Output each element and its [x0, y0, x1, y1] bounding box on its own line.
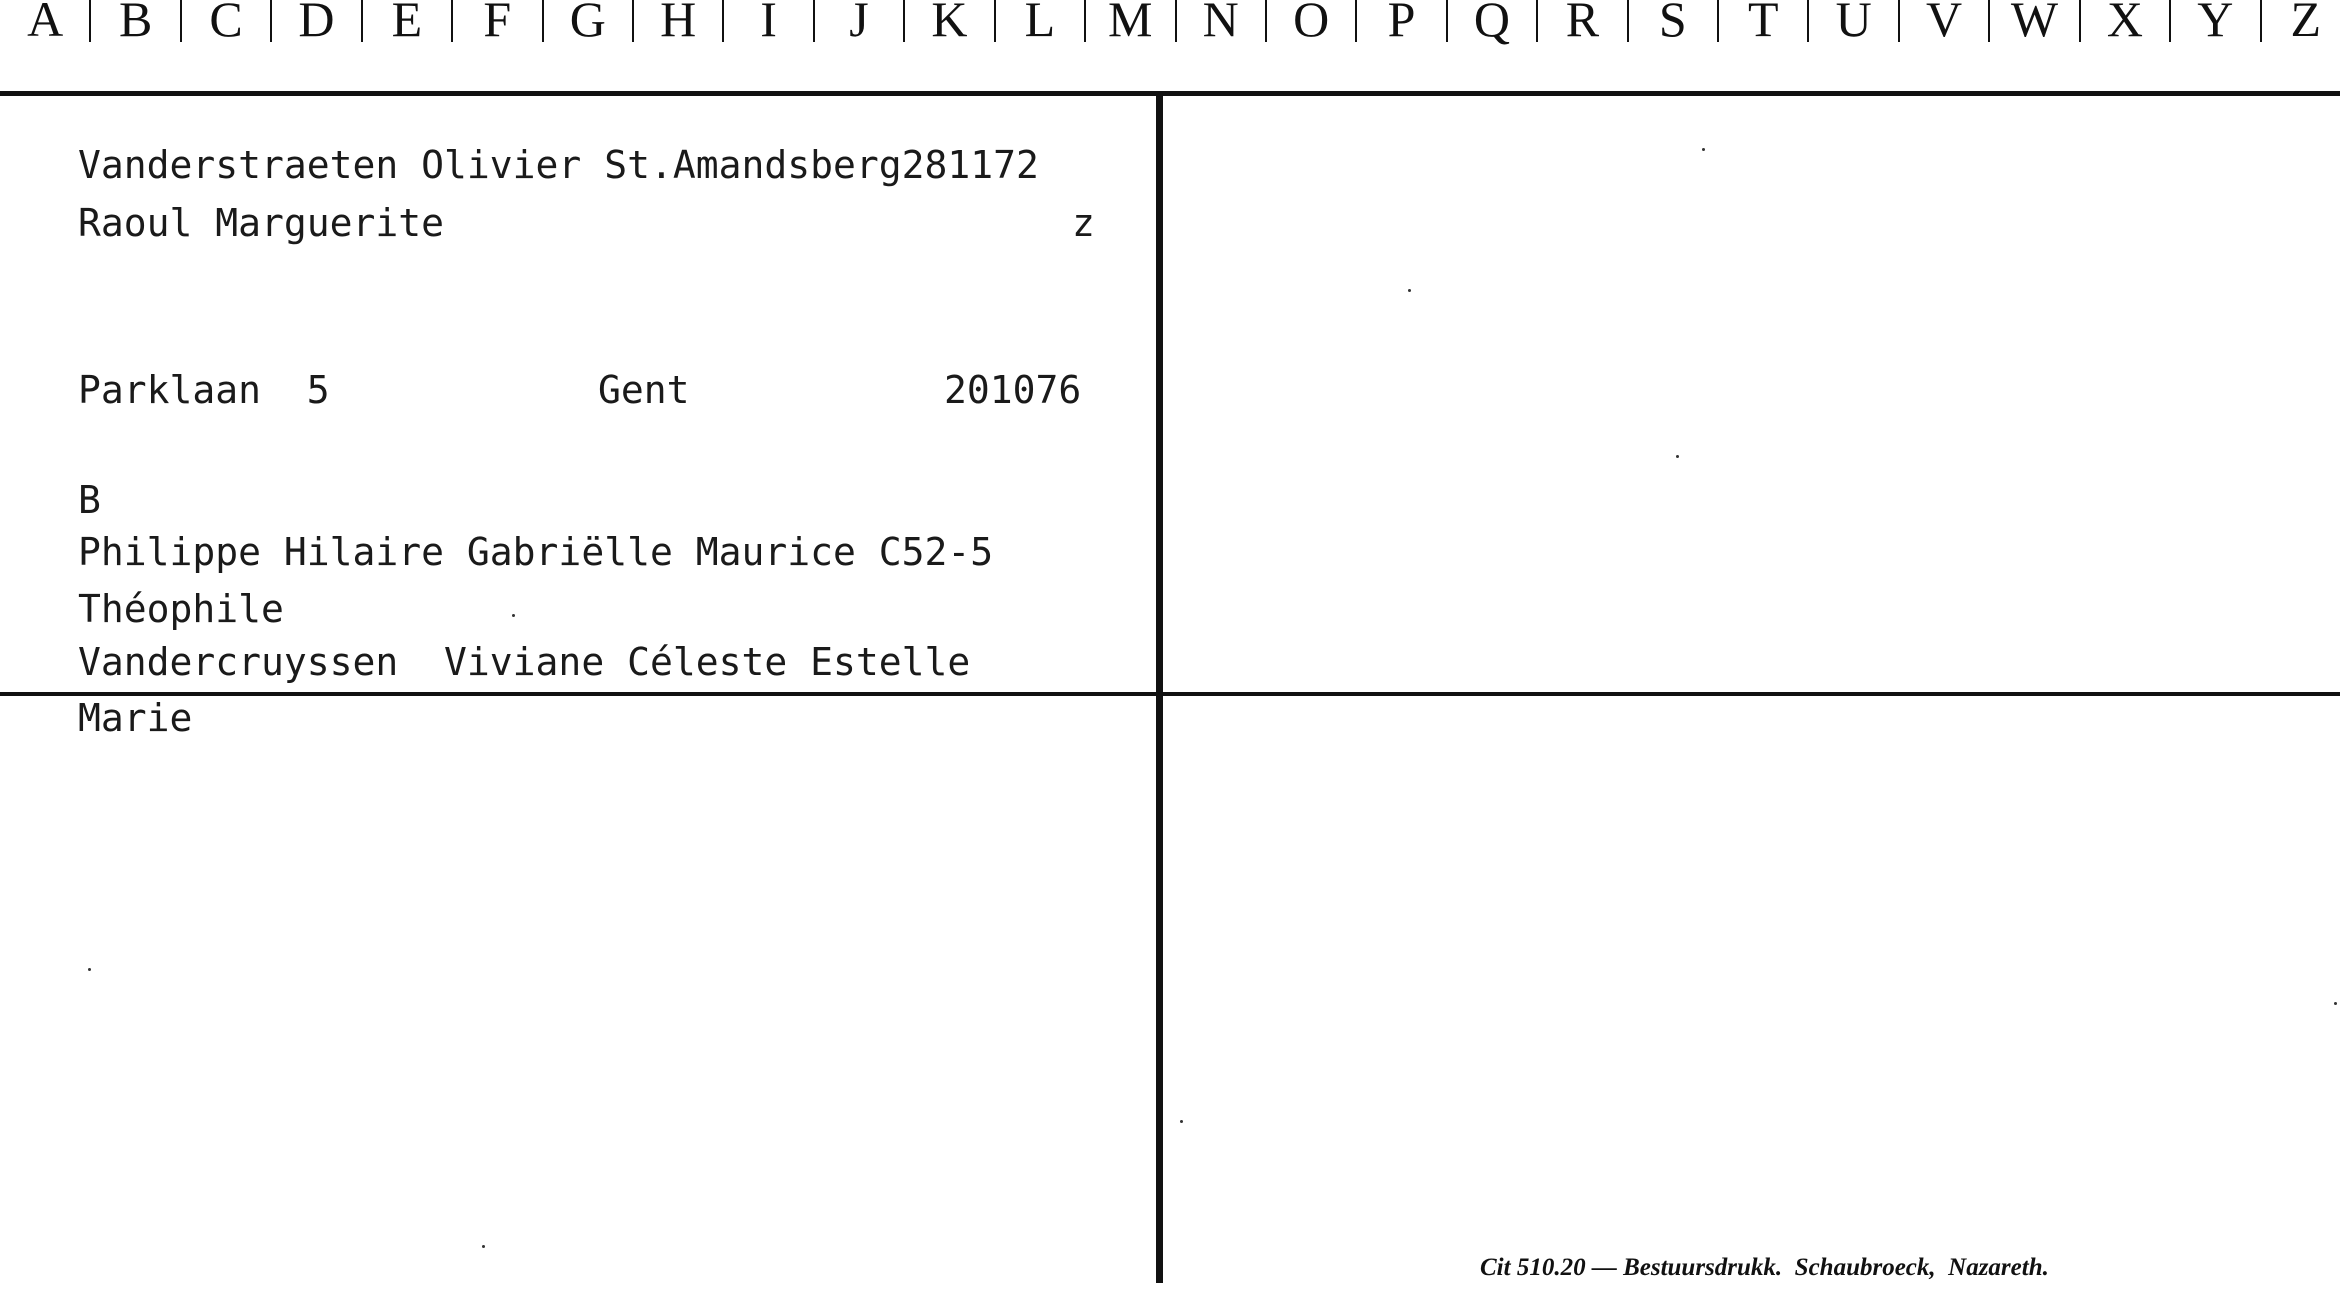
index-letter-g: G	[569, 0, 606, 46]
center-vertical-rule	[1156, 93, 1163, 1283]
paper-speck	[1676, 455, 1679, 458]
index-separator	[1446, 0, 1448, 42]
index-letter-e: E	[391, 0, 423, 46]
index-letter-b: B	[118, 0, 153, 46]
index-separator	[1717, 0, 1719, 42]
address-street: Parklaan 5	[78, 368, 330, 412]
index-separator	[89, 0, 91, 42]
index-letter-n: N	[1202, 0, 1239, 46]
index-letter-w: W	[2010, 0, 2059, 46]
address-city: Gent	[598, 368, 690, 412]
paper-speck	[2334, 1002, 2337, 1005]
index-letter-c: C	[209, 0, 243, 46]
paper-speck	[1408, 289, 1411, 292]
index-letter-l: L	[1024, 0, 1056, 46]
top-rule	[0, 91, 2340, 96]
index-letter-t: T	[1747, 0, 1779, 46]
index-letter-y: Y	[2197, 0, 2234, 46]
record-marker: B	[78, 478, 101, 522]
index-separator	[632, 0, 634, 42]
record-line-parents: Raoul Marguerite	[78, 201, 445, 245]
index-separator	[1175, 0, 1177, 42]
middle-horizontal-rule	[0, 692, 2340, 696]
index-separator	[542, 0, 544, 42]
index-separator	[2260, 0, 2262, 42]
index-separator	[903, 0, 905, 42]
index-separator	[994, 0, 996, 42]
index-separator	[1627, 0, 1629, 42]
index-letter-i: I	[760, 0, 777, 46]
record-line-surname-given-birthplace: Vanderstraeten Olivier St.Amandsberg281172	[78, 143, 1039, 187]
index-letter-r: R	[1565, 0, 1600, 46]
index-letter-h: H	[660, 0, 697, 46]
index-letter-p: P	[1387, 0, 1416, 46]
index-separator	[1898, 0, 1900, 42]
index-separator	[2169, 0, 2171, 42]
index-separator	[1084, 0, 1086, 42]
record-spouse-line-2: Marie	[78, 696, 193, 740]
index-separator	[1536, 0, 1538, 42]
record-spouse-line: Vandercruyssen Viviane Céleste Estelle	[78, 640, 971, 684]
printer-imprint: Cit 510.20 — Bestuursdrukk. Schaubroeck, Nazareth.	[1480, 1254, 2049, 1281]
index-separator	[1265, 0, 1267, 42]
index-letter-d: D	[298, 0, 335, 46]
record-children-line-2: Théophile	[78, 587, 284, 631]
alphabet-index-strip	[0, 0, 2351, 46]
index-letter-q: Q	[1473, 0, 1511, 46]
paper-speck	[88, 968, 91, 971]
record-children-line: Philippe Hilaire Gabriëlle Maurice C52-5	[78, 530, 994, 574]
index-letter-v: V	[1926, 0, 1963, 46]
index-separator	[1988, 0, 1990, 42]
index-separator	[813, 0, 815, 42]
index-letter-f: F	[483, 0, 512, 46]
paper-speck	[1180, 1120, 1183, 1123]
index-letter-z: Z	[2290, 0, 2322, 46]
index-separator	[1355, 0, 1357, 42]
index-separator	[2079, 0, 2081, 42]
paper-speck	[1702, 148, 1705, 151]
index-letter-o: O	[1293, 0, 1330, 46]
index-letter-j: J	[849, 0, 869, 46]
paper-speck	[512, 614, 515, 617]
index-separator	[1807, 0, 1809, 42]
address-date: 201076	[944, 368, 1082, 412]
paper-speck	[482, 1245, 485, 1248]
index-letter-s: S	[1658, 0, 1687, 46]
index-letter-a: A	[27, 0, 64, 46]
index-separator	[180, 0, 182, 42]
index-letter-u: U	[1835, 0, 1872, 46]
index-letter-m: M	[1108, 0, 1153, 46]
index-letter-x: X	[2106, 0, 2143, 46]
record-code: z	[1072, 201, 1095, 245]
index-separator	[270, 0, 272, 42]
index-separator	[722, 0, 724, 42]
index-separator	[361, 0, 363, 42]
index-letter-k: K	[931, 0, 968, 46]
index-separator	[451, 0, 453, 42]
